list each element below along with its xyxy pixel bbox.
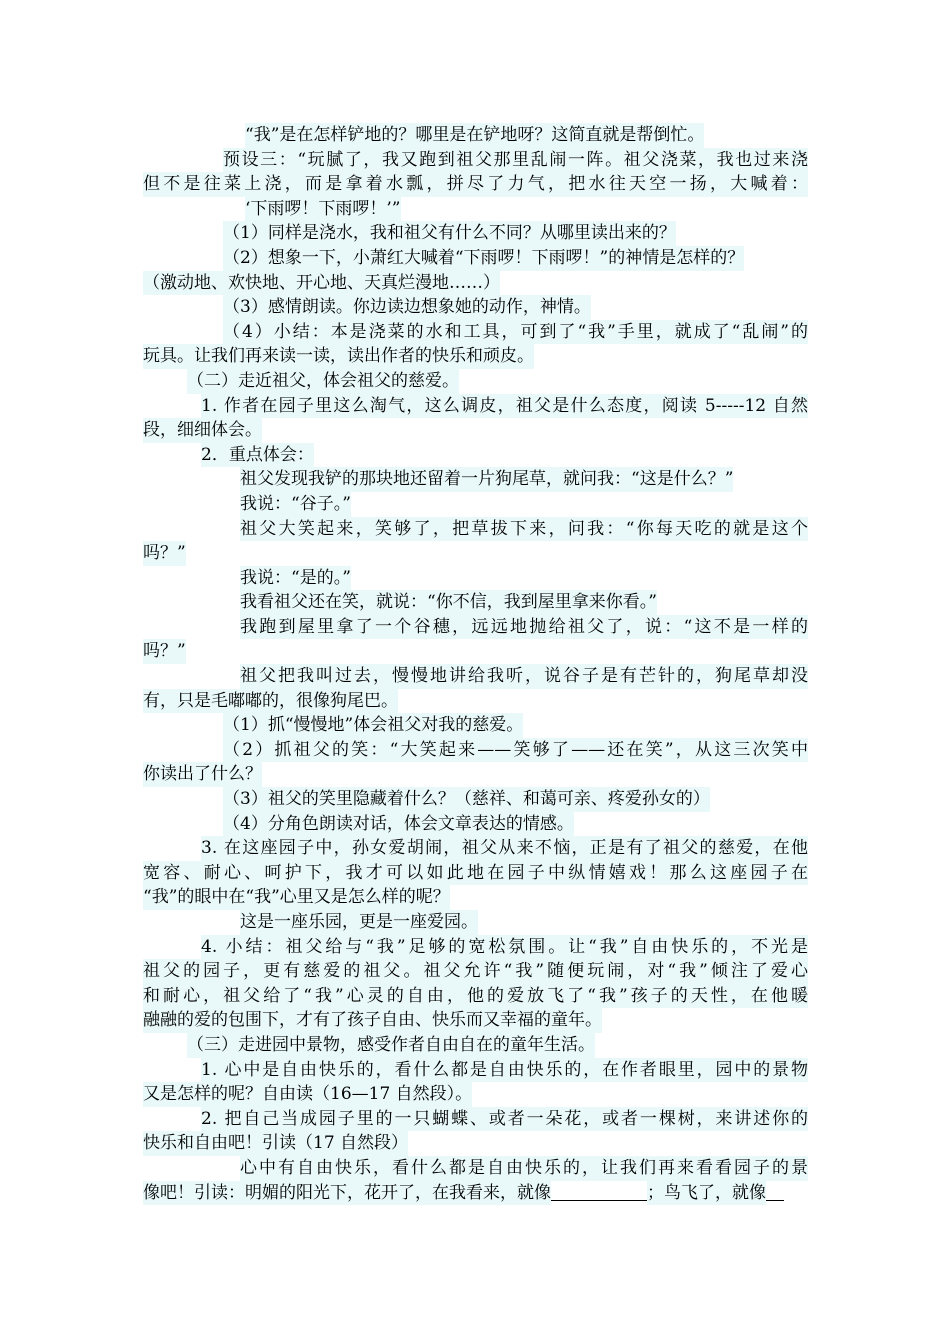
text-line: 吗？” [143,541,808,566]
text-line: 吗？” [143,639,808,664]
text-line: 我说：“谷子。” [143,492,808,517]
text-line: 我说：“是的。” [143,566,808,591]
text-line: （2）想象一下，小萧红大喊着“下雨啰！下雨啰！”的神情是怎样的？ [143,246,808,271]
text-line: 祖父大笑起来，笑够了，把草拔下来，问我：“你每天吃的就是这个 [143,517,808,542]
text-line: （4）分角色朗读对话，体会文章表达的情感。 [143,812,808,837]
section-heading: （三）走进园中景物，感受作者自由自在的童年生活。 [143,1033,808,1058]
text-line: 我跑到屋里拿了一个谷穗，远远地抛给祖父了，说：“这不是一样的 [143,615,808,640]
text-line: “我”的眼中在“我”心里又是怎么样的呢？ [143,885,808,910]
text-line: （激动地、欢快地、开心地、天真烂漫地……） [143,271,808,296]
text-line: 和耐心，祖父给了“我”心灵的自由，他的爱放飞了“我”孩子的天性，在他暖 [143,984,808,1009]
text-line: 2．重点体会： [143,443,808,468]
text-line: 但不是往菜上浇，而是拿着水瓢，拼尽了力气，把水往天空一扬，大喊着： [143,172,808,197]
text-line: 又是怎样的呢？自由读（16—17 自然段）。 [143,1082,808,1107]
text-line: 心中有自由快乐，看什么都是自由快乐的，让我们再来看看园子的景 [143,1156,808,1181]
text-line: （3）感情朗读。你边读边想象她的动作，神情。 [143,295,808,320]
text-line: （1）同样是浇水，我和祖父有什么不同？从哪里读出来的？ [143,221,808,246]
section-heading: （二）走近祖父，体会祖父的慈爱。 [143,369,808,394]
text-line: 3. 在这座园子中，孙女爱胡闹，祖父从来不恼，正是有了祖父的慈爱，在他 [143,836,808,861]
text-line: 玩具。让我们再来读一读，读出作者的快乐和顽皮。 [143,344,808,369]
text-line: （4）小结：本是浇菜的水和工具，可到了“我”手里，就成了“乱闹”的 [143,320,808,345]
text-line: “我”是在怎样铲地的？哪里是在铲地呀？这简直就是帮倒忙。 [143,123,808,148]
text-line: 祖父发现我铲的那块地还留着一片狗尾草，就问我：“这是什么？” [143,467,808,492]
text-line: 祖父把我叫过去，慢慢地讲给我听，说谷子是有芒针的，狗尾草却没 [143,664,808,689]
text-line: （2）抓祖父的笑：“大笑起来——笑够了——还在笑”，从这三次笑中 [143,738,808,763]
text-line: 段，细细体会。 [143,418,808,443]
text-line: 1. 作者在园子里这么淘气，这么调皮，祖父是什么态度，阅读 5-----12 自然 [143,394,808,419]
text-line: （1）抓“慢慢地”体会祖父对我的慈爱。 [143,713,808,738]
text-line: 2. 把自己当成园子里的一只蝴蝶、或者一朵花，或者一棵树，来讲述你的 [143,1107,808,1132]
fill-in-blank [551,1182,647,1201]
text-line: 快乐和自由吧！引读（17 自然段） [143,1131,808,1156]
text-line: 这是一座乐园，更是一座爱园。 [143,910,808,935]
text-line: 祖父的园子，更有慈爱的祖父。祖父允许“我”随便玩闹，对“我”倾注了爱心 [143,959,808,984]
document-body [143,123,808,1205]
text-line: 我看祖父还在笑，就说：“你不信，我到屋里拿来你看。” [143,590,808,615]
text-line: 融融的爱的包围下，才有了孩子自由、快乐而又幸福的童年。 [143,1008,808,1033]
text-line: 像吧！引读：明媚的阳光下，花开了，在我看来，就像 ；鸟飞了，就像 [143,1181,808,1206]
text-line: 有，只是毛嘟嘟的，很像狗尾巴。 [143,689,808,714]
text-line: 宽容、耐心、呵护下，我才可以如此地在园子中纵情嬉戏！那么这座园子在 [143,861,808,886]
text-line: ‘下雨啰！下雨啰！’” [143,197,808,222]
fill-in-blank [766,1182,784,1201]
text-line: （3）祖父的笑里隐藏着什么？（慈祥、和蔼可亲、疼爱孙女的） [143,787,808,812]
text-line: 4. 小结：祖父给与“我”足够的宽松氛围。让“我”自由快乐的，不光是 [143,935,808,960]
text-line: 1. 心中是自由快乐的，看什么都是自由快乐的，在作者眼里，园中的景物 [143,1058,808,1083]
text-line: 预设三：“玩腻了，我又跑到祖父那里乱闹一阵。祖父浇菜，我也过来浇 [143,148,808,173]
text-line: 你读出了什么？ [143,762,808,787]
